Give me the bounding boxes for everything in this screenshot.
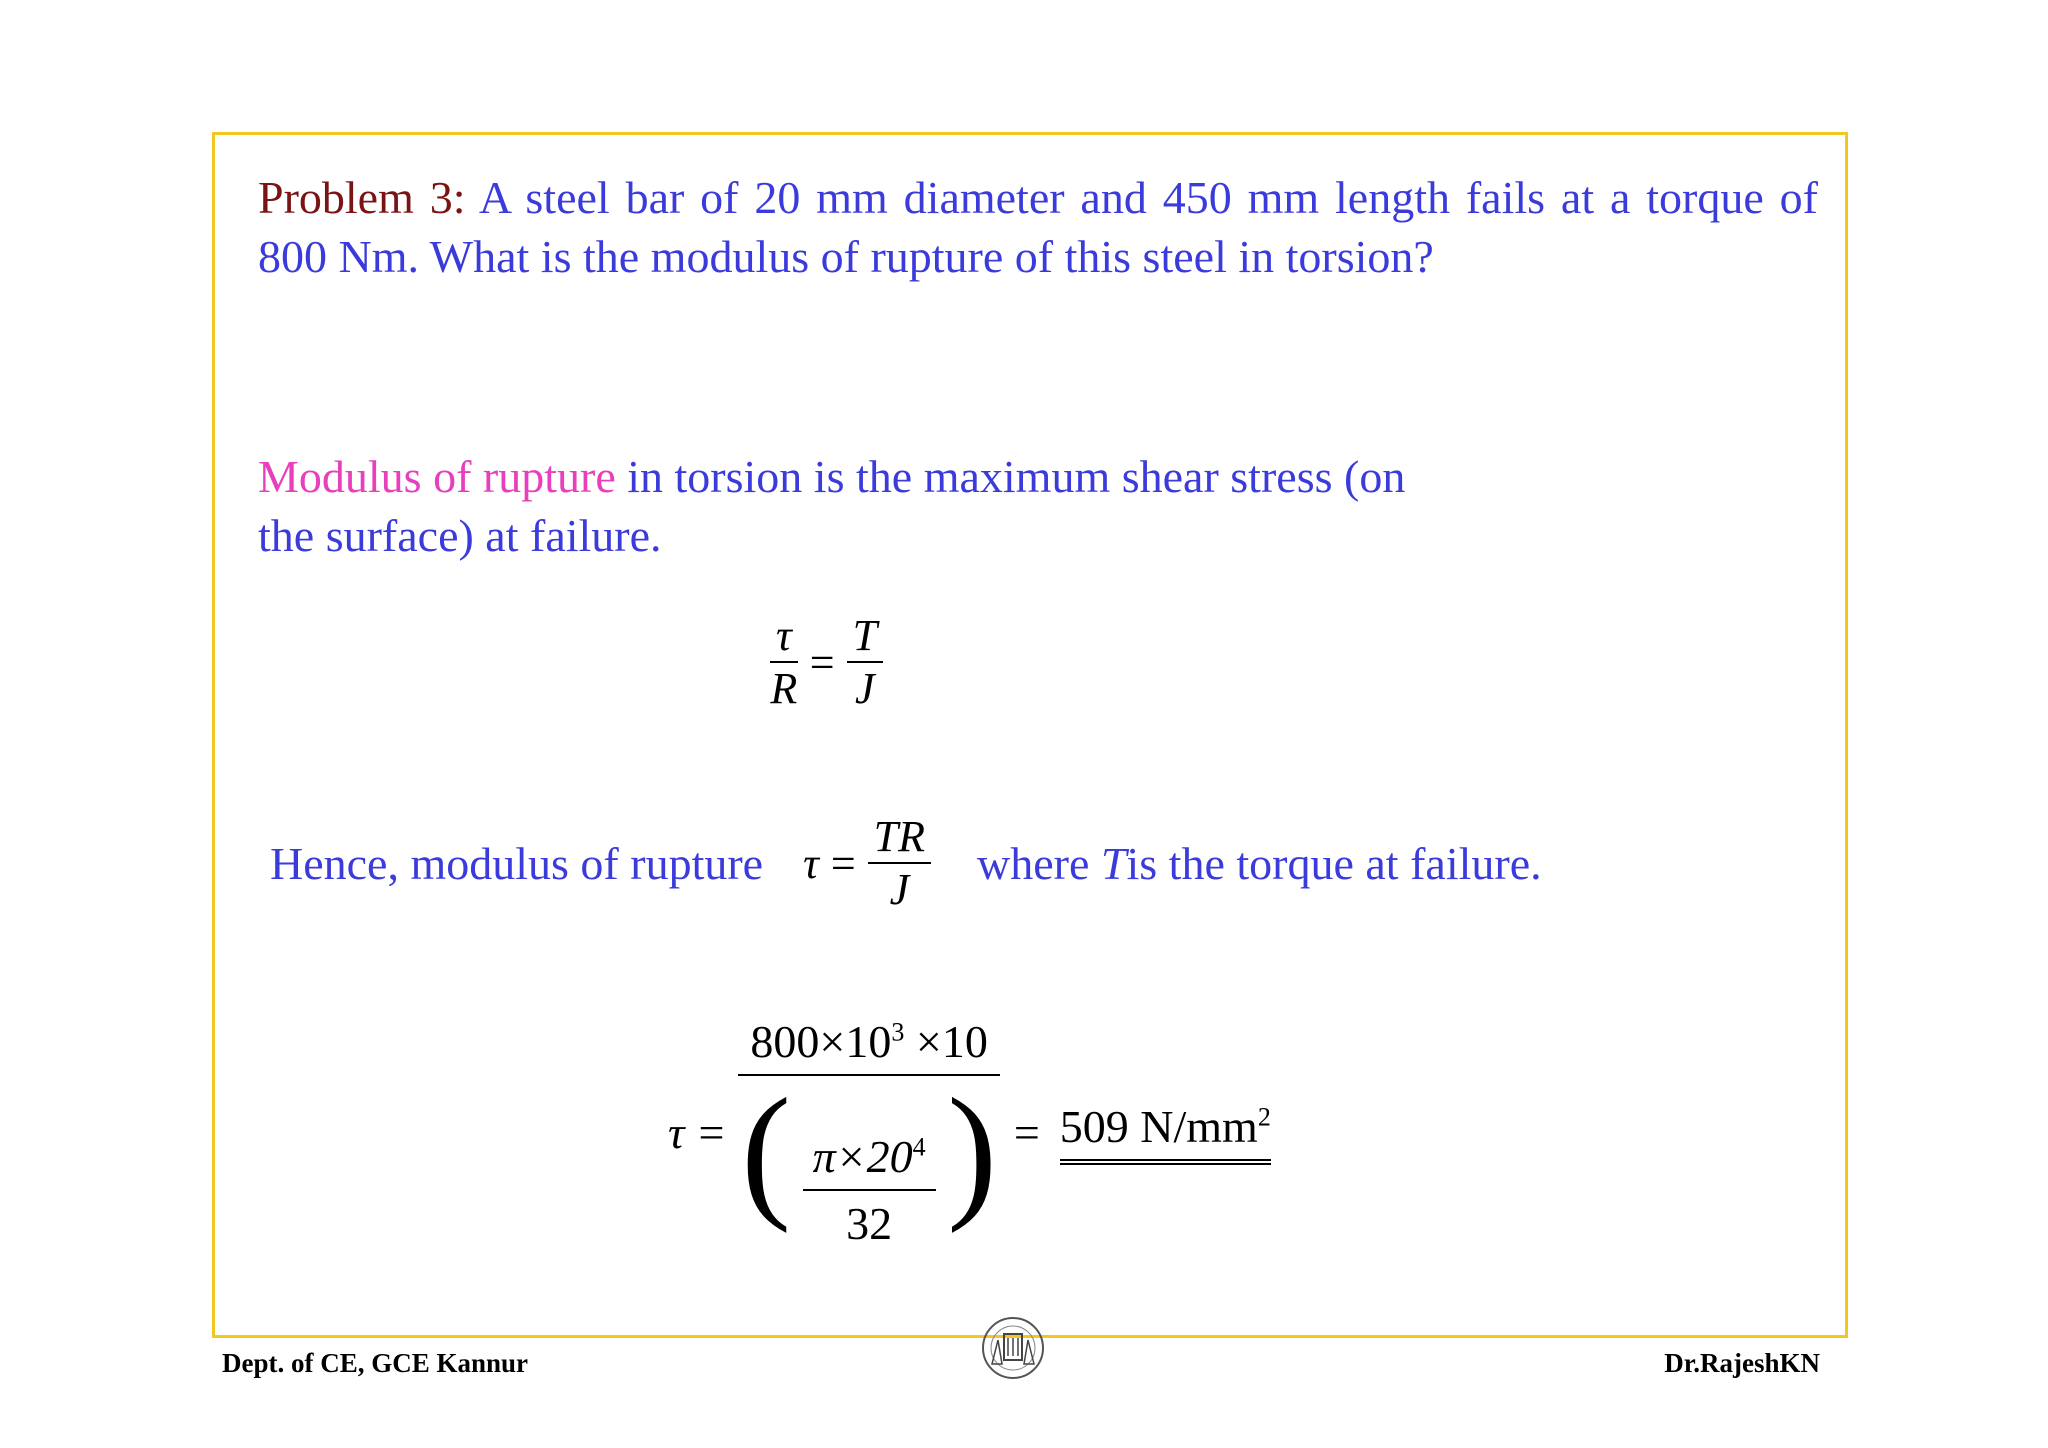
den-exp: 4 bbox=[912, 1133, 926, 1163]
definition-body: in torsion is the maximum shear stress (on the surface) at failure. bbox=[258, 451, 1406, 561]
hence-den: J bbox=[889, 865, 910, 914]
result-exp: 2 bbox=[1257, 1102, 1271, 1132]
tau-over-r bbox=[770, 610, 798, 714]
hence-num: TR bbox=[868, 811, 931, 864]
tr-over-j bbox=[868, 811, 931, 915]
t-over-j bbox=[847, 610, 883, 714]
hence-where: where bbox=[977, 837, 1090, 889]
den-b: 32 bbox=[846, 1198, 893, 1250]
eq1-j: J bbox=[855, 664, 875, 713]
modulus-formula bbox=[803, 811, 931, 915]
college-logo-icon bbox=[978, 1310, 1048, 1388]
inner-numerator bbox=[803, 1130, 936, 1191]
hence-equals: = bbox=[830, 838, 856, 888]
torsion-equation bbox=[770, 610, 883, 714]
hence-t: T bbox=[1100, 837, 1127, 889]
problem-statement bbox=[258, 168, 1818, 286]
num-a: 800×10 bbox=[750, 1016, 892, 1067]
right-paren: ) bbox=[947, 1068, 998, 1234]
eq3-equals: = bbox=[698, 1107, 725, 1159]
inner-fraction bbox=[803, 1130, 936, 1250]
problem-text: A steel bar of 20 mm diameter and 450 mm length fails at a torque of 800 Nm. What is the modulus of rupture of this steel in torsion? bbox=[258, 172, 1818, 282]
hence-line bbox=[270, 808, 1770, 918]
problem-label: Problem 3: bbox=[258, 172, 466, 223]
hence-suffix: is the torque at failure. bbox=[1126, 837, 1542, 889]
result-value bbox=[1060, 1100, 1271, 1165]
eq3-tau: τ bbox=[668, 1107, 685, 1159]
main-numerator bbox=[738, 1015, 999, 1076]
main-fraction bbox=[738, 1015, 999, 1250]
definition-highlight: Modulus of rupture bbox=[258, 451, 616, 502]
eq1-equals: = bbox=[809, 637, 835, 687]
den-a: π×20 bbox=[812, 1131, 913, 1183]
hence-prefix: Hence, modulus of rupture bbox=[270, 837, 764, 889]
definition-text bbox=[258, 447, 1458, 565]
eq1-t: T bbox=[847, 610, 883, 663]
eq1-tau: τ bbox=[770, 610, 798, 663]
footer-dept: Dept. of CE, GCE Kannur bbox=[222, 1348, 529, 1378]
eq3-equals-2: = bbox=[1013, 1107, 1040, 1159]
left-paren: ( bbox=[741, 1068, 792, 1234]
eq1-r: R bbox=[770, 664, 798, 713]
hence-tau: τ bbox=[803, 838, 819, 888]
footer-author: Dr.RajeshKN bbox=[1664, 1348, 1820, 1378]
num-b: ×10 bbox=[904, 1016, 988, 1067]
num-exp: 3 bbox=[891, 1017, 905, 1047]
result-text: 509 N/mm bbox=[1059, 1101, 1258, 1153]
main-denominator bbox=[738, 1068, 999, 1250]
calculation-equation bbox=[668, 1015, 1271, 1250]
